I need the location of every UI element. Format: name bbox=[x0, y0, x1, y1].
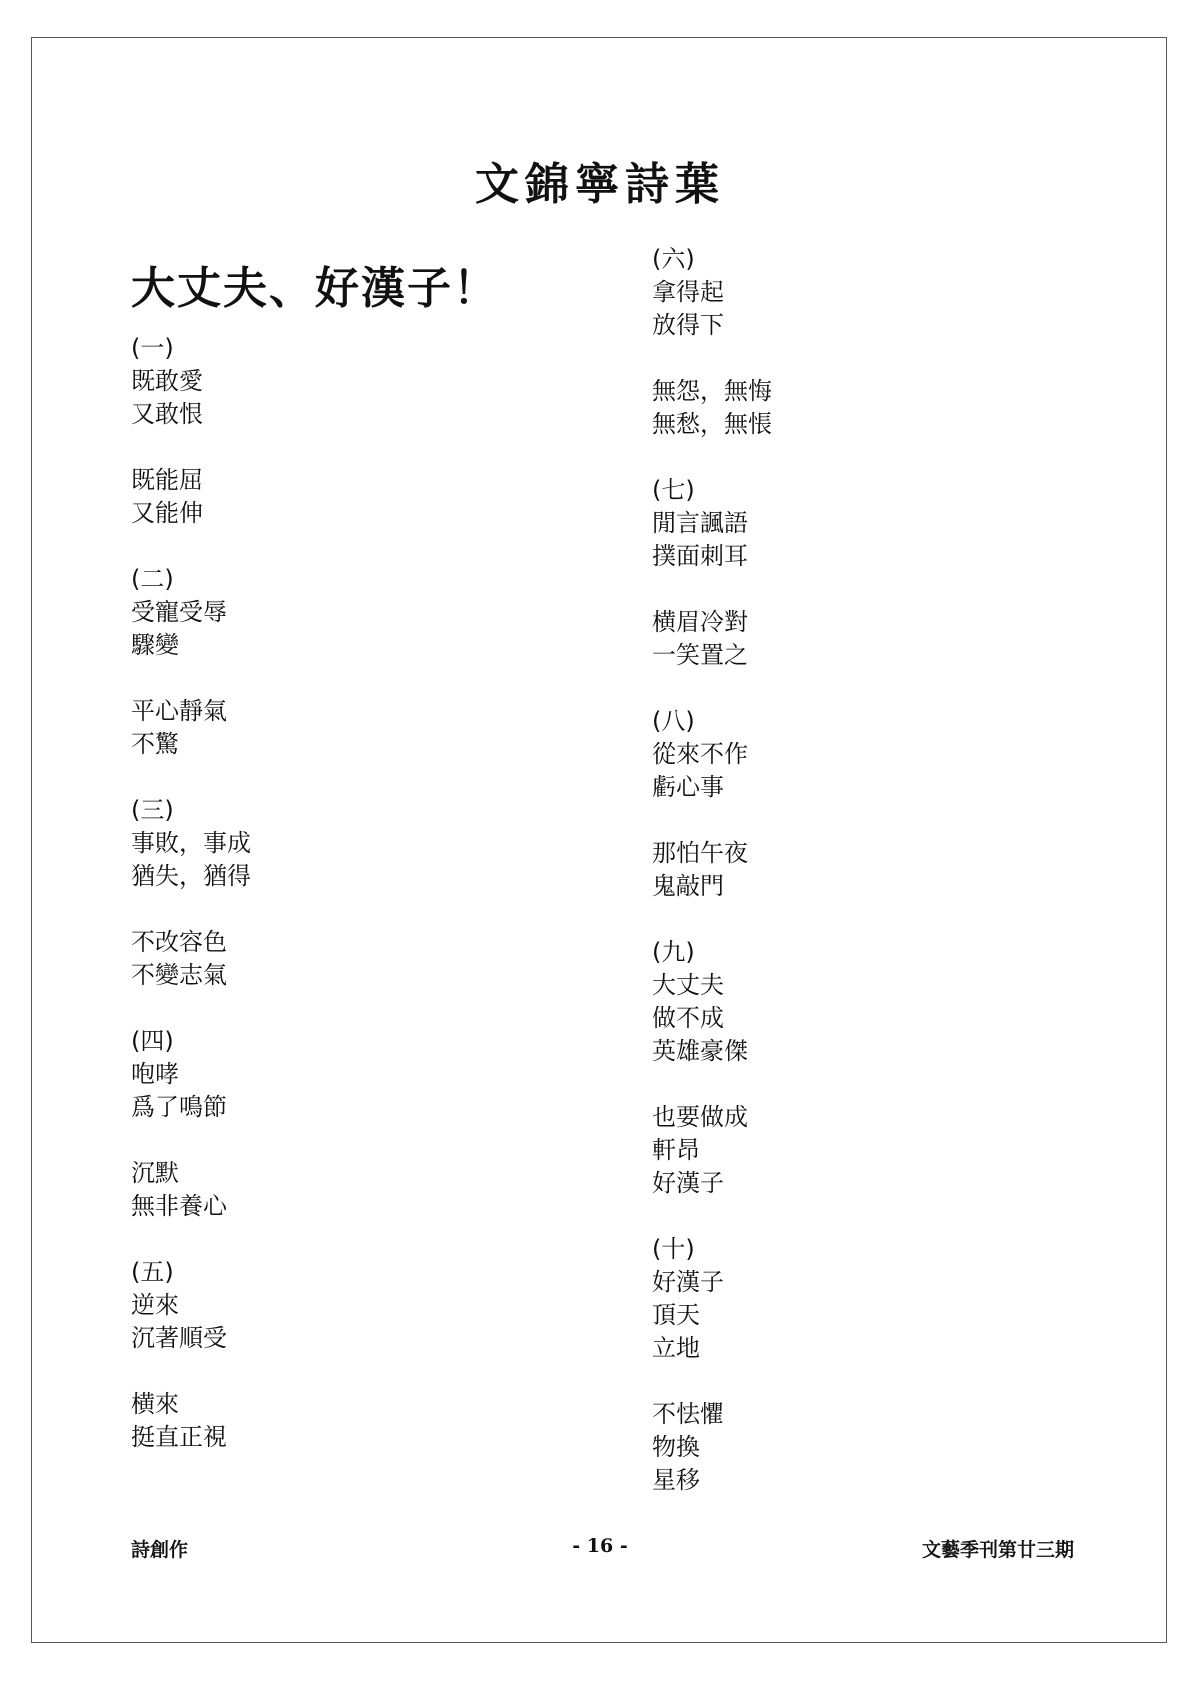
poem-line: 撲面刺耳 bbox=[652, 542, 748, 570]
section-number: (六) bbox=[652, 245, 695, 273]
poem-line: 不改容色 bbox=[131, 928, 227, 956]
section-number: (一) bbox=[131, 334, 174, 362]
poem-line: 逆來 bbox=[131, 1291, 179, 1319]
poem-line: 不怯懼 bbox=[652, 1400, 724, 1428]
poem-section bbox=[131, 1256, 251, 1454]
poem-line: 頂天 bbox=[652, 1301, 700, 1329]
poem-stanza bbox=[131, 1157, 251, 1223]
poem-line: 平心靜氣 bbox=[131, 697, 227, 725]
poem-line: 好漢子 bbox=[652, 1268, 724, 1296]
poem-line: 星移 bbox=[652, 1466, 700, 1494]
footer-section-label: 詩創作 bbox=[131, 1539, 189, 1561]
poem-line: 驟變 bbox=[131, 631, 179, 659]
poem-column-left bbox=[131, 332, 251, 1454]
poem-stanza bbox=[131, 695, 251, 761]
poem-line: 受寵受辱 bbox=[131, 598, 227, 626]
poem-line: 鬼敲門 bbox=[652, 872, 724, 900]
poem-line: 挺直正視 bbox=[131, 1423, 227, 1451]
poem-line: 横眉冷對 bbox=[652, 608, 748, 636]
poem-line: 咆哮 bbox=[131, 1060, 179, 1088]
poem-line: 做不成 bbox=[652, 1004, 724, 1032]
section-number: (九) bbox=[652, 938, 695, 966]
poem-section bbox=[131, 794, 251, 992]
poem-title: 大丈夫、好漢子！ bbox=[131, 263, 499, 314]
poem-line: 物換 bbox=[652, 1433, 700, 1461]
poem-line: 沉默 bbox=[131, 1159, 179, 1187]
poem-stanza bbox=[652, 837, 772, 903]
poem-section bbox=[131, 332, 251, 530]
poem-line: 既敢愛 bbox=[131, 367, 203, 395]
section-number: (七) bbox=[652, 476, 695, 504]
poem-section bbox=[652, 936, 772, 1200]
poem-line: 横來 bbox=[131, 1390, 179, 1418]
section-number: (三) bbox=[131, 796, 174, 824]
section-number: (八) bbox=[652, 707, 695, 735]
poem-line: 虧心事 bbox=[652, 773, 724, 801]
poem-section bbox=[652, 243, 772, 441]
poem-line: 軒昂 bbox=[652, 1136, 700, 1164]
poem-stanza bbox=[652, 606, 772, 672]
poem-line: 猶失，猶得 bbox=[131, 862, 251, 890]
poem-line: 拿得起 bbox=[652, 278, 724, 306]
poem-line: 閒言諷語 bbox=[652, 509, 748, 537]
poem-line: 爲了鳴節 bbox=[131, 1093, 227, 1121]
poem-line: 無非養心 bbox=[131, 1192, 227, 1220]
poem-column-right bbox=[652, 243, 772, 1497]
poem-section bbox=[652, 1233, 772, 1497]
poem-stanza bbox=[131, 596, 251, 662]
poem-stanza bbox=[131, 926, 251, 992]
page-title: 文錦寧詩葉 bbox=[475, 159, 725, 210]
poem-line: 從來不作 bbox=[652, 740, 748, 768]
poem-line: 一笑置之 bbox=[652, 641, 748, 669]
poem-stanza bbox=[652, 738, 772, 804]
page-number: - 16 - bbox=[572, 1535, 628, 1557]
poem-stanza bbox=[131, 1289, 251, 1355]
poem-stanza bbox=[652, 969, 772, 1068]
section-number: (二) bbox=[131, 565, 174, 593]
poem-line: 大丈夫 bbox=[652, 971, 724, 999]
poem-line: 又敢恨 bbox=[131, 400, 203, 428]
poem-stanza bbox=[652, 1398, 772, 1497]
poem-line: 放得下 bbox=[652, 311, 724, 339]
poem-line: 既能屈 bbox=[131, 466, 203, 494]
poem-stanza bbox=[131, 1058, 251, 1124]
poem-stanza bbox=[131, 1388, 251, 1454]
poem-stanza bbox=[652, 507, 772, 573]
poem-stanza bbox=[131, 365, 251, 431]
section-number: (五) bbox=[131, 1258, 174, 1286]
poem-line: 不驚 bbox=[131, 730, 179, 758]
poem-stanza bbox=[131, 464, 251, 530]
poem-line: 不變志氣 bbox=[131, 961, 227, 989]
poem-stanza bbox=[652, 1266, 772, 1365]
poem-section bbox=[131, 563, 251, 761]
poem-line: 無怨，無悔 bbox=[652, 377, 772, 405]
poem-line: 那怕午夜 bbox=[652, 839, 748, 867]
poem-section bbox=[131, 1025, 251, 1223]
poem-line: 事敗，事成 bbox=[131, 829, 251, 857]
poem-line: 也要做成 bbox=[652, 1103, 748, 1131]
poem-line: 立地 bbox=[652, 1334, 700, 1362]
poem-section bbox=[652, 705, 772, 903]
poem-line: 英雄豪傑 bbox=[652, 1037, 748, 1065]
poem-stanza bbox=[131, 827, 251, 893]
poem-line: 無愁，無悵 bbox=[652, 410, 772, 438]
section-number: (四) bbox=[131, 1027, 174, 1055]
publication-issue: 文藝季刊第廿三期 bbox=[921, 1539, 1074, 1561]
poem-section bbox=[652, 474, 772, 672]
poem-stanza bbox=[652, 1101, 772, 1200]
poem-line: 好漢子 bbox=[652, 1169, 724, 1197]
poem-line: 沉著順受 bbox=[131, 1324, 227, 1352]
poem-line: 又能伸 bbox=[131, 499, 203, 527]
poem-stanza bbox=[652, 375, 772, 441]
poem-stanza bbox=[652, 276, 772, 342]
section-number: (十) bbox=[652, 1235, 695, 1263]
